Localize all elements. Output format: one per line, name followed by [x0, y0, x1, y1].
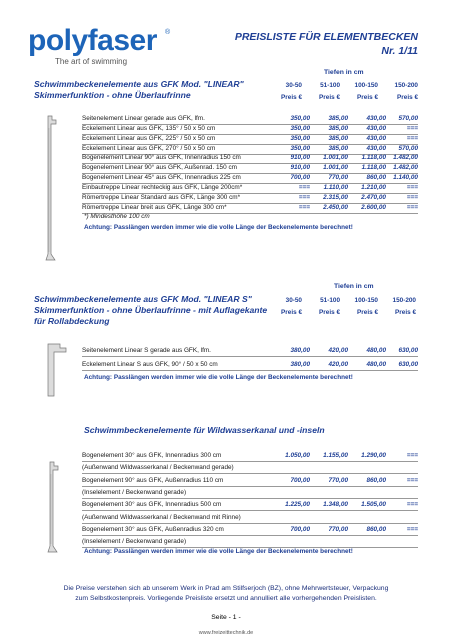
section2-title-line1: Schwimmbeckenelemente aus GFK Mod. "LINEAR S" — [34, 294, 252, 304]
row-price: 630,00 — [398, 347, 418, 354]
row-price: 860,00 — [366, 525, 386, 533]
row-divider — [82, 523, 418, 524]
table-row — [82, 451, 418, 461]
row-price: 1.118,00 — [361, 154, 386, 162]
row-price: === — [406, 193, 418, 201]
section2-col-header-3: 100-150 — [354, 297, 378, 304]
section1-price-label-4: Preis € — [397, 94, 418, 101]
section2-price-label-4: Preis € — [395, 309, 416, 316]
table-row — [82, 163, 418, 173]
polyfaser-logo — [28, 26, 178, 70]
section1-footnote: *) Mindesthöhe 100 cm — [84, 213, 150, 220]
row-description: Römertreppe Linear breit aus GFK, Länge 300 cm* — [82, 203, 227, 211]
section1-col-header-2: 51-100 — [320, 82, 340, 89]
table-row — [82, 346, 418, 356]
row-price: === — [406, 183, 418, 191]
row-price: 380,00 — [290, 347, 310, 354]
section2-col-header-4: 150-200 — [392, 297, 416, 304]
section2-note: Achtung: Passlängen werden immer wie die volle Länge der Beckenelemente berechnet! — [84, 374, 353, 381]
table-row — [82, 203, 418, 213]
row-price: 700,00 — [290, 525, 310, 533]
row-description: Bogenelement 30° aus GFK, Innenradius 300 cm — [82, 452, 222, 459]
document-title-line1: PREISLISTE FÜR ELEMENTBECKEN — [234, 31, 418, 43]
row-price: 910,00 — [290, 154, 310, 162]
row-description: Bogenelement Linear 45° aus GFK, Innenradius 225 cm — [82, 174, 241, 182]
row-price: 2.450,00 — [323, 203, 348, 211]
row-description: Bogenelement 90° aus GFK, Außenradius 110 cm — [82, 476, 224, 484]
row-price: 430,00 — [366, 124, 386, 132]
row-price: 385,00 — [328, 144, 348, 152]
row-price: 430,00 — [366, 144, 386, 152]
table-row — [82, 500, 418, 510]
footer-terms-line1: Die Preise verstehen sich ab unserem Werk in Prad am Stilfserjoch (BZ), ohne Mehrwertsteuer, Verpackung — [63, 585, 389, 592]
row-price: === — [406, 501, 418, 509]
row-price: 1.155,00 — [323, 452, 348, 459]
table-row — [82, 114, 418, 124]
row-price: 630,00 — [398, 360, 418, 368]
row-price: 1.225,00 — [285, 501, 310, 509]
row-price: 1.210,00 — [361, 183, 386, 191]
row-divider — [82, 461, 418, 462]
table-row — [82, 183, 418, 193]
row-price: 570,00 — [398, 144, 418, 152]
table-row — [82, 193, 418, 203]
row-divider — [82, 356, 418, 357]
row-price: === — [406, 452, 418, 459]
row-description: Eckelement Linear aus GFK, 270° / 50 x 50 cm — [82, 144, 216, 152]
row-price: 1.050,00 — [285, 452, 310, 459]
section2-col-header-2: 51-100 — [320, 297, 340, 304]
row-price: 480,00 — [366, 347, 386, 354]
row-divider — [82, 510, 418, 511]
row-description: Seitenelement Linear gerade aus GFK, lfm. — [82, 115, 205, 122]
row-price: === — [298, 203, 310, 211]
row-price: === — [406, 525, 418, 533]
row-price: 350,00 — [290, 134, 310, 142]
footer-terms — [20, 584, 432, 604]
table-row — [82, 476, 418, 486]
table-row — [82, 124, 418, 134]
row-divider — [82, 498, 418, 499]
row-price: 350,00 — [290, 144, 310, 152]
row-divider — [82, 535, 418, 536]
row-price: 350,00 — [290, 115, 310, 122]
table-row — [82, 525, 418, 535]
wildwater-wall-profile-drawing — [44, 460, 74, 555]
section1-col-header-4: 150-200 — [394, 82, 418, 89]
section1-price-label-2: Preis € — [319, 94, 340, 101]
row-price: 480,00 — [366, 360, 386, 368]
row-price: 1.348,00 — [323, 501, 348, 509]
section2-title — [34, 294, 267, 327]
row-description: Eckelement Linear S aus GFK, 90° / 50 x 50 cm — [82, 360, 218, 368]
table-row — [82, 463, 418, 473]
section2-price-label-2: Preis € — [319, 309, 340, 316]
row-price: 1.110,00 — [323, 183, 348, 191]
section1-price-label-3: Preis € — [357, 94, 378, 101]
row-price: 1.482,00 — [393, 164, 418, 172]
row-price: 430,00 — [366, 134, 386, 142]
row-price: 420,00 — [328, 360, 348, 368]
table-row — [82, 173, 418, 183]
section1-note: Achtung: Passlängen werden immer wie die volle Länge der Beckenelemente berechnet! — [84, 224, 353, 231]
row-description: (Inselelement / Beckenwand gerade) — [82, 488, 187, 496]
section1-title-line2: Skimmerfunktion - ohne Überlaufrinne — [34, 90, 191, 100]
row-price: === — [406, 476, 418, 484]
page-number: Seite - 1 - — [211, 614, 241, 621]
section1-col-header-3: 100-150 — [354, 82, 378, 89]
row-price: 1.290,00 — [361, 452, 386, 459]
row-price: 860,00 — [366, 476, 386, 484]
row-price: 2.470,00 — [361, 193, 386, 201]
row-description: Eckelement Linear aus GFK, 225° / 50 x 50 cm — [82, 134, 216, 142]
row-price: 1.140,00 — [393, 174, 418, 182]
section1-title-line1: Schwimmbeckenelemente aus GFK Mod. "LINEAR" — [34, 79, 244, 89]
row-description: (Inselelement / Beckenwand gerade) — [82, 538, 187, 546]
section3-title: Schwimmbeckenelemente für Wildwasserkanal und -inseln — [84, 425, 325, 435]
row-description: (Außenwand Wildwasserkanal / Beckenwand mit Rinne) — [82, 513, 241, 521]
row-divider — [82, 473, 418, 474]
row-description: Römertreppe Linear Standard aus GFK, Länge 300 cm* — [82, 193, 241, 201]
row-description: Eckelement Linear aus GFK, 135° / 50 x 50 cm — [82, 124, 216, 132]
row-price: 1.482,00 — [393, 154, 418, 162]
section2-price-label-3: Preis € — [357, 309, 378, 316]
section1-title — [34, 79, 244, 101]
logo-tagline: The art of swimming — [55, 57, 128, 66]
section2-title-line3: für Rollabdeckung — [34, 316, 110, 326]
table-row — [82, 144, 418, 154]
row-price: 1.001,00 — [323, 164, 348, 172]
row-price: 700,00 — [290, 174, 310, 182]
row-price: 770,00 — [328, 525, 348, 533]
section2-col-header-1: 30-50 — [285, 297, 302, 304]
row-price: 570,00 — [398, 115, 418, 122]
row-description: Bogenelement 30° aus GFK, Außenradius 320 cm — [82, 525, 224, 533]
row-price: 385,00 — [328, 134, 348, 142]
row-description: Einbautreppe Linear rechteckig aus GFK, Länge 200cm* — [82, 183, 243, 191]
row-description: (Außenwand Wildwasserkanal / Beckenwand gerade) — [82, 464, 234, 472]
section2-price-label-1: Preis € — [281, 309, 302, 316]
section1-depth-label: Tiefen in cm — [324, 69, 364, 76]
section1-price-label-1: Preis € — [281, 94, 302, 101]
row-description: Bogenelement Linear 90° aus GFK, Außenrad. 150 cm — [82, 164, 237, 172]
row-price: 430,00 — [366, 115, 386, 122]
row-price: 860,00 — [366, 174, 386, 182]
row-description: Seitenelement Linear S gerade aus GFK, lfm. — [82, 347, 211, 354]
footer-terms-line2: zum Selbstkostenpreis. Vorliegende Preisliste ersetzt und annulliert alle vorhergehenden Preislisten. — [75, 595, 377, 602]
row-description: Bogenelement Linear 90° aus GFK, Innenradius 150 cm — [82, 154, 241, 162]
linear-wall-profile-drawing — [42, 114, 62, 264]
linear-s-wall-profile-drawing — [44, 340, 80, 400]
row-price: === — [406, 203, 418, 211]
row-description: Bogenelement 30° aus GFK, Innenradius 500 cm — [82, 501, 222, 509]
row-price: === — [406, 134, 418, 142]
row-price: 385,00 — [328, 124, 348, 132]
logo-registered-mark: ® — [165, 29, 171, 36]
section2-title-line2: Skimmerfunktion - ohne Überlaufrinne - mit Auflagekante — [34, 305, 268, 315]
row-price: 2.600,00 — [361, 203, 386, 211]
row-price: 350,00 — [290, 124, 310, 132]
table-row — [82, 134, 418, 144]
table-row — [82, 488, 418, 498]
row-price: 910,00 — [290, 164, 310, 172]
table-row — [82, 360, 418, 370]
table-row — [82, 537, 418, 547]
row-price: 1.118,00 — [361, 164, 386, 172]
logo-wordmark: polyfaser — [28, 24, 157, 57]
row-price: 385,00 — [328, 115, 348, 122]
row-price: 420,00 — [328, 347, 348, 354]
row-divider — [82, 370, 418, 371]
row-price: 1.001,00 — [323, 154, 348, 162]
row-price: === — [298, 193, 310, 201]
section2-depth-label: Tiefen in cm — [334, 283, 374, 290]
section1-col-header-1: 30-50 — [285, 82, 302, 89]
row-price: === — [298, 183, 310, 191]
row-price: 770,00 — [328, 174, 348, 182]
row-divider — [82, 486, 418, 487]
row-price: === — [406, 124, 418, 132]
row-price: 380,00 — [290, 360, 310, 368]
document-title — [235, 30, 418, 58]
website-url: www.freizeittechnik.de — [198, 630, 254, 636]
row-price: 770,00 — [328, 476, 348, 484]
table-row — [82, 153, 418, 163]
row-price: 700,00 — [290, 476, 310, 484]
row-price: 2.315,00 — [323, 193, 348, 201]
row-price: 1.505,00 — [361, 501, 386, 509]
document-title-line2: Nr. 1/11 — [381, 45, 418, 57]
table-row — [82, 513, 418, 523]
section3-note: Achtung: Passlängen werden immer wie die volle Länge der Beckenelemente berechnet! — [84, 548, 353, 555]
